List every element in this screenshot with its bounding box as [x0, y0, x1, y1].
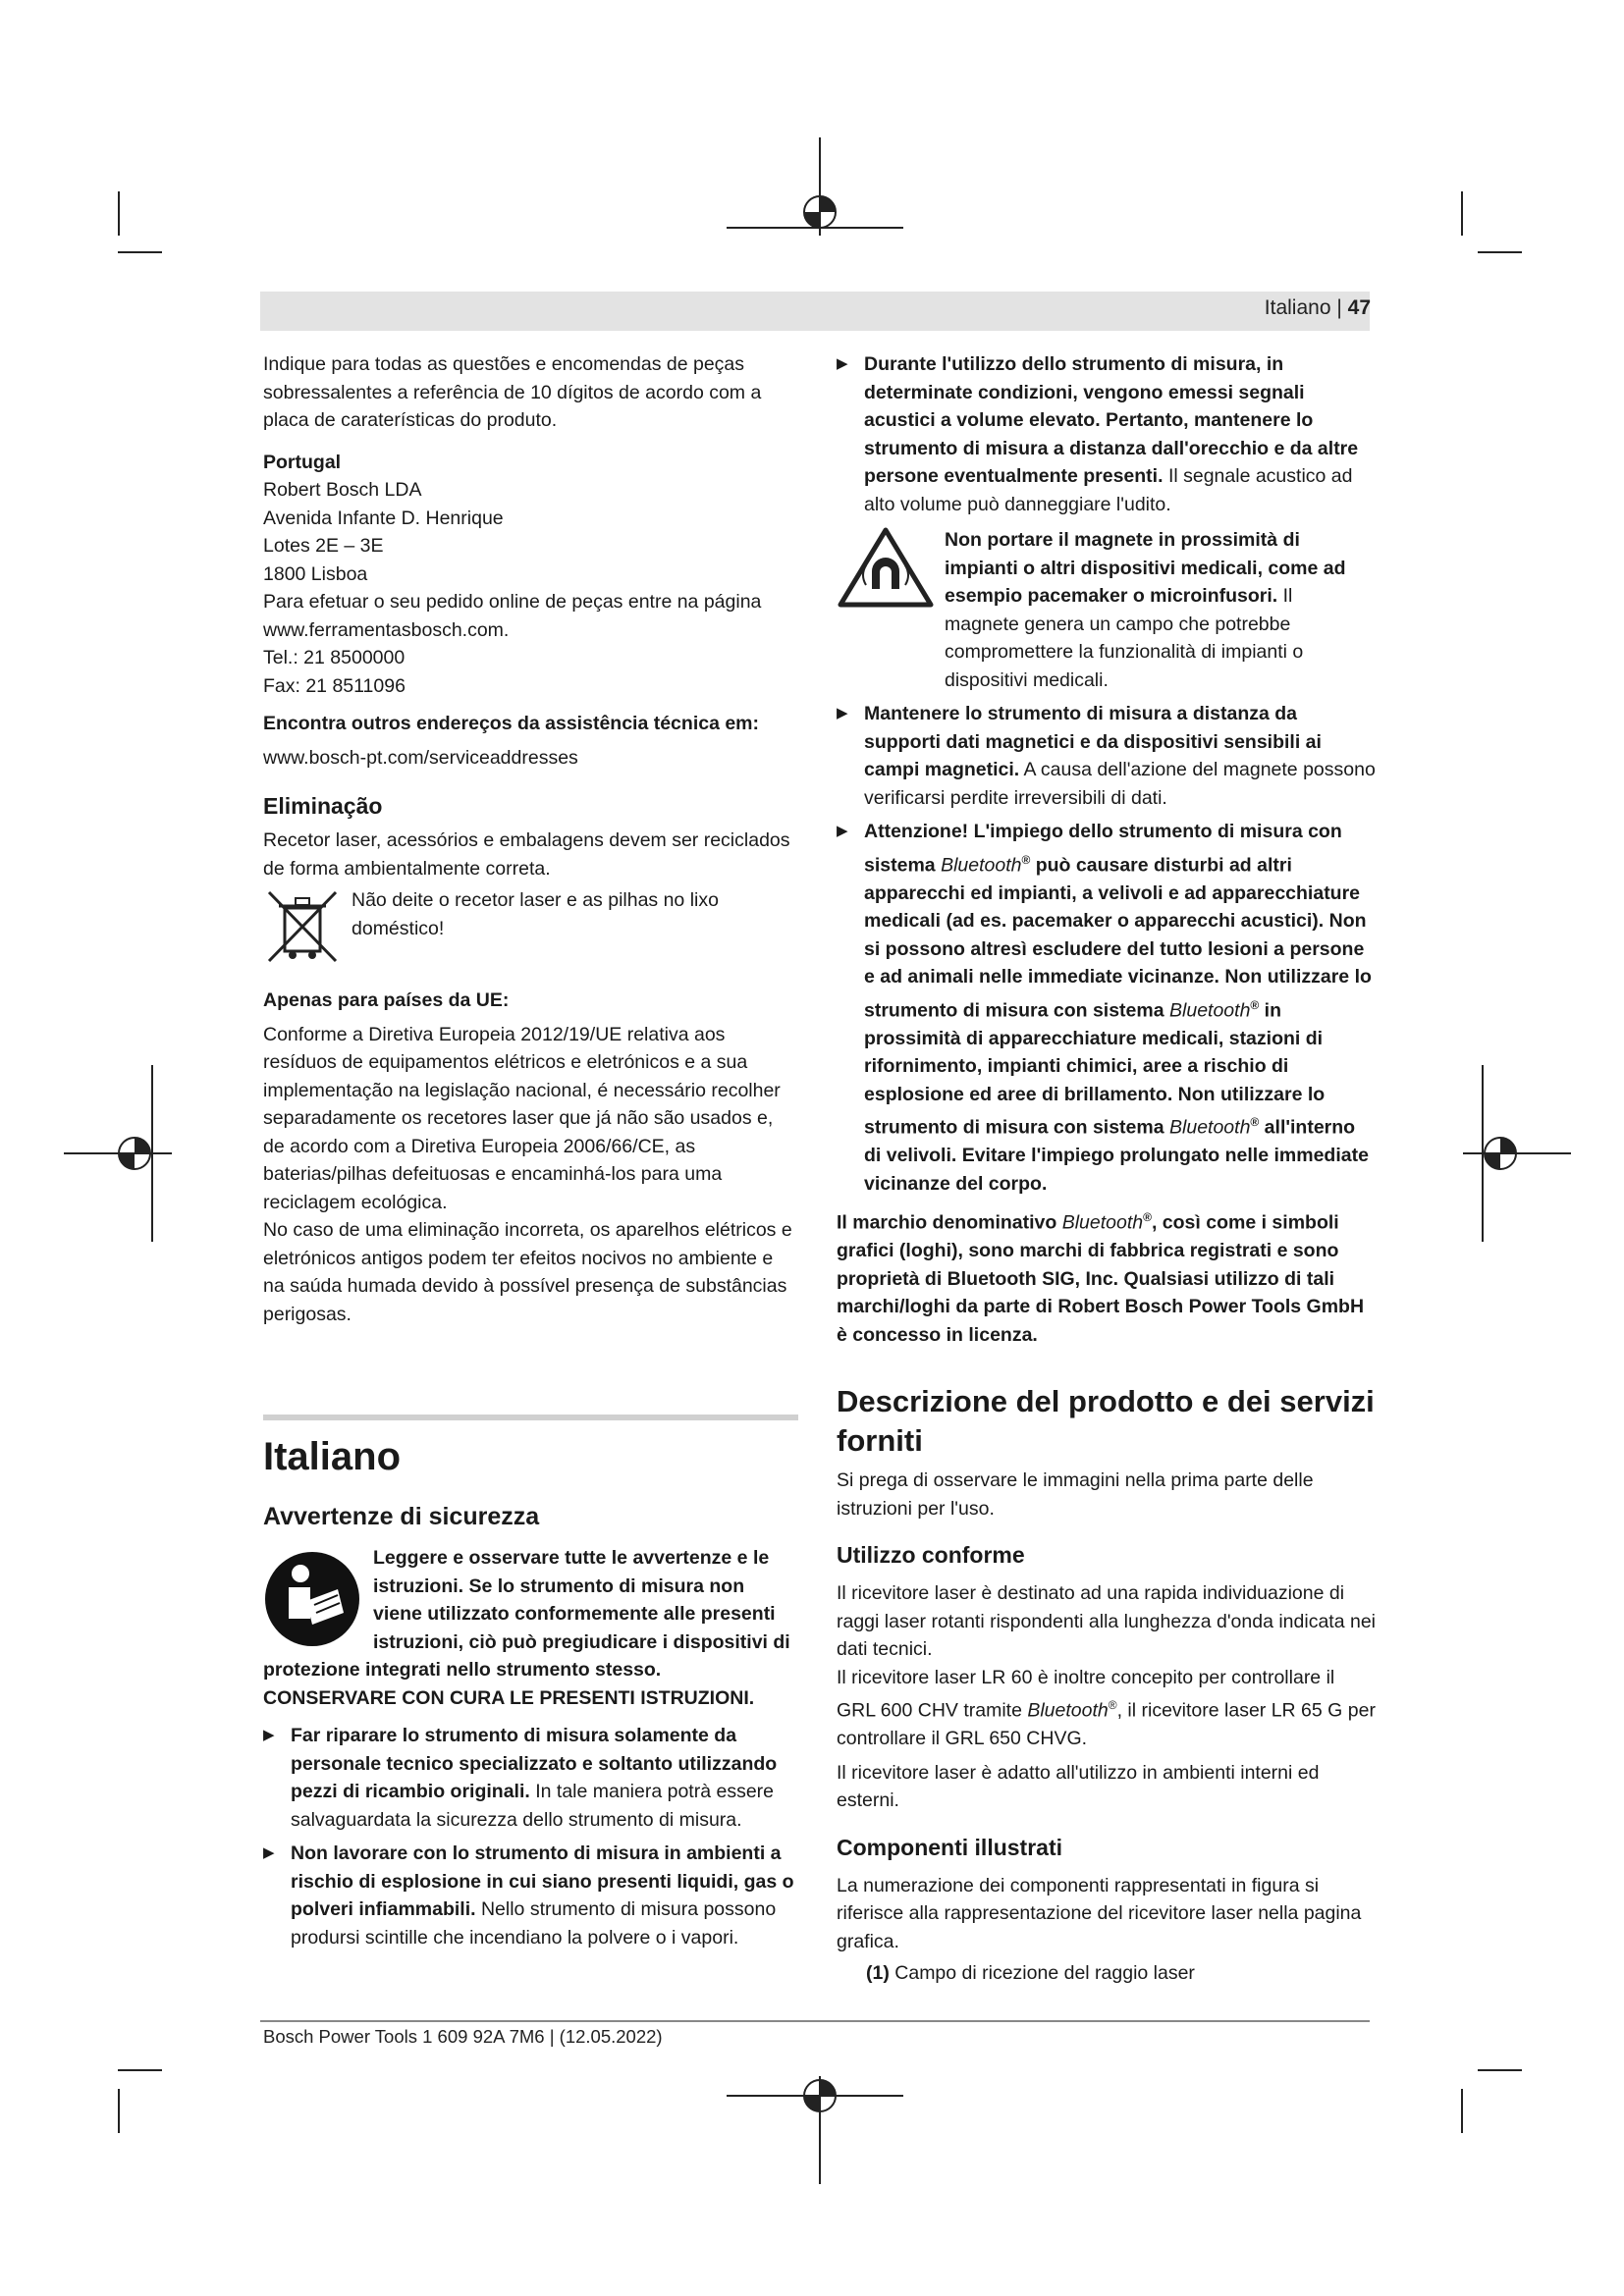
crop-mark [118, 2089, 120, 2133]
use-text: , il ricevitore laser LR 65 G per controllare il GRL 650 CHVG. [837, 1699, 1376, 1749]
other-addresses-title: Encontra outros endereços da assistência técnica em: [263, 713, 760, 734]
intended-use-text [837, 1664, 1377, 1753]
page-header [1265, 296, 1371, 320]
magnet-warning-text [945, 526, 1367, 694]
eu-title: Apenas para países da UE: [263, 989, 510, 1011]
eu-text: No caso de uma eliminação incorreta, os aparelhos elétricos e eletrónicos antigos podem ter efeitos nocivos no ambiente e na saúda humada devido à possível presença de substâncias perigosas. [263, 1219, 792, 1325]
bluetooth-name: Bluetooth [941, 854, 1022, 876]
bullet-text: In tale maniera potrà essere salvaguardata la sicurezza dello strumento di misura. [291, 1781, 775, 1831]
language-title: Italiano [263, 1435, 402, 1478]
safety-bullet [837, 350, 1377, 518]
crop-mark [118, 191, 120, 236]
crop-mark [1461, 191, 1463, 236]
portugal-title: Portugal [263, 451, 342, 473]
address-line: Tel.: 21 8500000 [263, 647, 406, 668]
address-line: 1800 Lisboa [263, 562, 368, 585]
address-line: Robert Bosch LDA [263, 479, 422, 501]
safety-bullet [837, 700, 1377, 812]
safety-read-warning: Leggere e osservare tutte le avvertenze e le istruzioni. Se lo strumento di misura non viene utilizzato conformemente alle presenti istruzioni, ciò può pregiudicare i dispositivi di protezione integrati nello strumento stesso. CONSERVARE CON CURA LE PRESENTI ISTRUZIONI. [263, 1547, 790, 1709]
bluetooth-warning-bullet [837, 818, 1377, 1198]
header-bar [260, 292, 1370, 331]
disposal-title: Eliminação [263, 793, 383, 819]
bullet-text: Nello strumento di misura possono prodursi scintille che incendiano la polvere o i vapori. [291, 1898, 777, 1949]
bullet-text: Il segnale acustico ad alto volume può danneggiare l'udito. [864, 465, 1353, 515]
intended-use-text: Il ricevitore laser è destinato ad una rapida individuazione di raggi laser rotanti rispondenti alla lunghezza d'onda indicata nei dati tecnici. [837, 1582, 1376, 1660]
bullet-bold: Far riparare lo strumento di misura solamente da personale tecnico specializzato e soltanto utilizzando pezzi di ricambio originali. [291, 1725, 778, 1802]
registration-mark-top-icon [727, 137, 903, 236]
bullet-text: A causa dell'azione del magnete possono verificarsi perdite irreversibili di dati. [864, 759, 1376, 809]
bullet-bold: Non lavorare con lo strumento di misura in ambienti a rischio di esplosione in cui siano presenti liquidi, gas o polveri infiammabili. [291, 1842, 794, 1920]
safety-bullet [263, 1722, 798, 1834]
bullet-text: in prossimità di apparecchiature medicali, stazioni di rifornimento, impianti chimici, aree a rischio di esplosione ed aree di brillamento. Non utilizzare lo strumento di misura con sistema [864, 999, 1326, 1139]
components-text: La numerazione dei componenti rappresentati in figura si riferisce alla rappresentazione del ricevitore laser nella pagina grafica. [837, 1874, 1362, 1952]
safety-bullet [263, 1840, 798, 1951]
left-column [263, 350, 798, 1951]
page-number: 47 [1347, 296, 1371, 319]
eu-text: Conforme a Diretiva Europeia 2012/19/UE relativa aos resíduos de equipamentos elétricos e eletrónicos e a sua implementação na legislação nacional, é necessário recolher separadamente os recetores laser que já não são usados e, de acordo com a Diretiva Europeia 2006/66/CE, as baterias/pilhas defeituosas e encaminhá-los para uma reciclagem ecológica. [263, 1023, 781, 1213]
registration-mark-right-icon [1463, 1065, 1571, 1242]
service-addresses-url: www.bosch-pt.com/serviceaddresses [263, 746, 578, 769]
bluetooth-name: Bluetooth [1061, 1211, 1144, 1234]
bullet-bold: Durante l'utilizzo dello strumento di misura, in determinate condizioni, vengono emessi segnali acustici a volume elevato. Pertanto, mantenere lo strumento di misura a distanza dall'orecchio e da altre persone eventualmente presenti. [864, 353, 1359, 487]
component-number: (1) [866, 1962, 890, 1984]
crop-mark [118, 2069, 162, 2071]
disposal-bin-text: Não deite o recetor laser e as pilhas no lixo doméstico! [352, 889, 719, 939]
header-separator: | [1330, 296, 1348, 319]
intended-use-text: Il ricevitore laser è adatto all'utilizzo in ambienti interni ed esterni. [837, 1761, 1320, 1811]
registration-mark-bottom-icon [727, 2076, 903, 2184]
bullet-bold: Non portare il magnete in prossimità di impianti o altri dispositivi medicali, come ad esempio pacemaker o microinfusori. [945, 529, 1346, 607]
page-footer: Bosch Power Tools 1 609 92A 7M6 | (12.05.2022) [263, 2026, 663, 2047]
magnet-warning-icon [837, 526, 935, 611]
bluetooth-name: Bluetooth [1169, 1116, 1251, 1139]
crossed-out-bin-icon [263, 886, 342, 967]
disposal-text: Recetor laser, acessórios e embalagens devem ser reciclados de forma ambientalmente correta. [263, 829, 790, 880]
crop-mark [1478, 2069, 1522, 2071]
description-title: Descrizione del prodotto e dei servizi forniti [837, 1384, 1375, 1458]
registration-mark-left-icon [64, 1065, 172, 1242]
spare-parts-intro: Indique para todas as questões e encomendas de peças sobressalentes a referência de 10 dígitos de acordo com a placa de caraterísticas do produto. [263, 353, 762, 431]
registered-mark: ® [1250, 997, 1260, 1012]
trademark-notice [837, 1203, 1377, 1349]
footer-rule [260, 2020, 1370, 2022]
bullet-text: Attenzione! L'impiego dello strumento di misura con sistema [864, 821, 1342, 876]
component-label: Campo di ricezione del raggio laser [894, 1962, 1195, 1984]
address-line: Lotes 2E – 3E [263, 535, 384, 557]
address-line: Avenida Infante D. Henrique [263, 507, 504, 529]
safety-title: Avvertenze di sicurezza [263, 1503, 540, 1530]
bullet-text: può causare disturbi ad altri apparecchi ed impianti, a velivoli e ad apparecchiature medicali (ad es. pacemaker o apparecchi acustici). Non si possono altresì escludere del tutto lesioni a persone e ad animali nelle immediate vicinanze. Non utilizzare lo strumento di misura con sistema [864, 854, 1372, 1021]
section-divider [263, 1415, 798, 1420]
bluetooth-name: Bluetooth [1169, 999, 1251, 1021]
intended-use-title: Utilizzo conforme [837, 1542, 1025, 1568]
trademark-text: , così come i simboli grafici (loghi), sono marchi di fabbrica registrati e sono proprietà di Bluetooth SIG, Inc. Qualsiasi utilizzo di tali marchi/loghi da parte di Robert Bosch Power Tools GmbH è concesso in licenza. [837, 1211, 1365, 1346]
bluetooth-name: Bluetooth [1027, 1699, 1109, 1722]
crop-mark [1478, 251, 1522, 253]
address-line: Para efetuar o seu pedido online de peças entre na página www.ferramentasbosch.com. [263, 591, 762, 641]
trademark-text: Il marchio denominativo [837, 1211, 1062, 1234]
use-text: Il ricevitore laser LR 60 è inoltre concepito per controllare il GRL 600 CHV tramite [837, 1666, 1335, 1722]
crop-mark [1461, 2089, 1463, 2133]
crop-mark [118, 251, 162, 253]
bullet-text: all'interno di velivoli. Evitare l'impiego prolungato nelle immediate vicinanze del corpo. [864, 1116, 1369, 1195]
registered-mark: ® [1108, 1698, 1117, 1712]
address-line: Fax: 21 8511096 [263, 674, 406, 697]
registered-mark: ® [1143, 1210, 1152, 1224]
read-manual-icon [263, 1550, 361, 1648]
description-text: Si prega di osservare le immagini nella prima parte delle istruzioni per l'uso. [837, 1469, 1314, 1520]
components-title: Componenti illustrati [837, 1834, 1062, 1860]
bullet-bold: Mantenere lo strumento di misura a distanza da supporti dati magnetici e da dispositivi sensibili ai campi magnetici. [864, 703, 1322, 780]
header-section: Italiano [1264, 296, 1331, 319]
registered-mark: ® [1250, 1115, 1260, 1129]
registered-mark: ® [1021, 852, 1031, 867]
right-column [837, 350, 1377, 1988]
bullet-text: Il magnete genera un campo che potrebbe compromettere la funzionalità di impianti o dispositivi medicali. [945, 585, 1304, 691]
component-item [837, 1959, 1377, 1988]
